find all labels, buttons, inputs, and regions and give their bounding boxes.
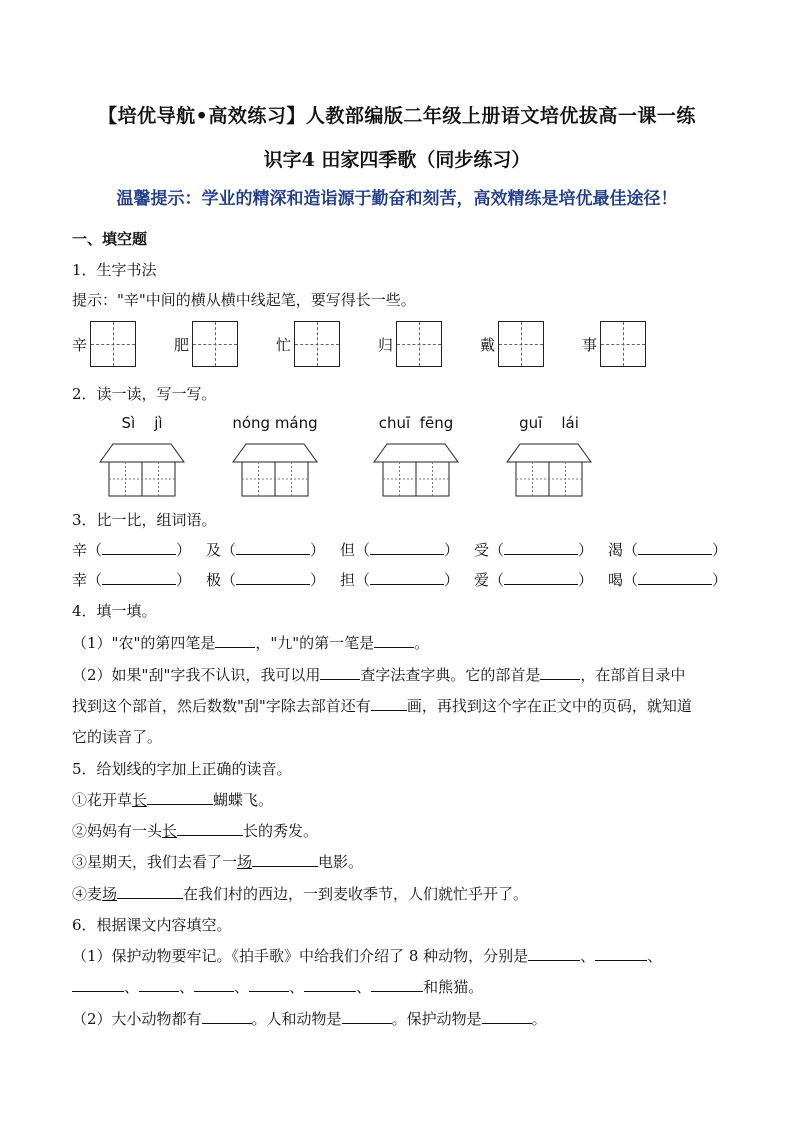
q3-title: 3．比一比，组词语。	[72, 511, 217, 529]
answer-blank[interactable]	[370, 539, 444, 555]
pinyin-house	[99, 414, 185, 498]
word-compare-item: 担（ ）	[340, 571, 460, 589]
answer-blank[interactable]	[117, 883, 183, 899]
word-compare-item: 幸（ ）	[72, 571, 192, 589]
grid-char: 辛	[72, 336, 88, 354]
pinyin-label: guī lái	[519, 414, 579, 432]
q5-item	[72, 789, 273, 810]
answer-blank[interactable]	[177, 820, 243, 836]
underlined-char: 长	[162, 822, 178, 840]
q5-item	[72, 851, 363, 872]
pinyin-house	[506, 414, 592, 498]
q5-text: 长的秀发。	[243, 822, 319, 840]
compare-char: 但	[340, 541, 356, 559]
q6-p1-text: 和熊猫。	[423, 978, 484, 996]
q6-p2-text: 。保护动物是	[391, 1010, 482, 1028]
separator: 、	[289, 978, 305, 996]
answer-blank[interactable]	[638, 539, 712, 555]
q4-p1-text: ，"九"的第一笔是	[255, 634, 375, 652]
answer-blank[interactable]	[528, 945, 580, 961]
q4-p2-text: 画，再找到这个字在正文中的页码，就知道	[406, 697, 692, 715]
answer-blank[interactable]	[595, 945, 647, 961]
q5-text: ③星期天，我们去看了一	[72, 853, 238, 871]
answer-blank[interactable]	[102, 569, 176, 585]
underlined-char: 场	[102, 885, 118, 903]
house-writing-box[interactable]	[373, 442, 459, 498]
compare-char: 担	[340, 571, 356, 589]
compare-char: 极	[206, 571, 222, 589]
tianzige-box[interactable]	[192, 321, 238, 367]
word-compare-item: 受（ ）	[474, 541, 594, 559]
separator: 、	[580, 947, 596, 965]
word-compare-item: 极（ ）	[206, 571, 326, 589]
q5-item	[72, 883, 528, 904]
separator: 、	[356, 978, 372, 996]
word-compare-item: 渴（ ）	[608, 541, 728, 559]
answer-blank[interactable]	[249, 976, 289, 992]
q6-p2-text: 。人和动物是	[251, 1010, 342, 1028]
answer-blank[interactable]	[504, 539, 578, 555]
answer-blank[interactable]	[371, 976, 423, 992]
tianzige-box[interactable]	[294, 321, 340, 367]
grid-char: 归	[378, 336, 394, 354]
pinyin-label: Sì jì	[121, 414, 163, 432]
pinyin-house	[373, 414, 459, 498]
q6-part1	[72, 945, 662, 966]
compare-char: 爱	[474, 571, 490, 589]
q5-text: ②妈妈有一头	[72, 822, 163, 840]
answer-blank[interactable]	[72, 976, 124, 992]
house-writing-box[interactable]	[232, 442, 318, 498]
q5-item	[72, 820, 318, 841]
q5-text: 在我们村的西边，一到麦收季节，人们就忙乎开了。	[183, 885, 529, 903]
q4-part2-line2	[72, 695, 692, 716]
separator: 、	[124, 978, 140, 996]
separator: 、	[647, 947, 663, 965]
answer-blank[interactable]	[638, 569, 712, 585]
compare-char: 及	[206, 541, 222, 559]
answer-blank[interactable]	[482, 1008, 532, 1024]
house-writing-box[interactable]	[506, 442, 592, 498]
answer-blank[interactable]	[540, 664, 580, 680]
q2-title: 2．读一读，写一写。	[72, 385, 217, 403]
answer-blank[interactable]	[147, 789, 213, 805]
underlined-char: 场	[237, 853, 253, 871]
q5-title: 5．给划线的字加上正确的读音。	[72, 760, 292, 778]
answer-blank[interactable]	[102, 539, 176, 555]
grid-char: 忙	[276, 336, 292, 354]
answer-blank[interactable]	[139, 976, 179, 992]
answer-blank[interactable]	[370, 569, 444, 585]
compare-char: 喝	[608, 571, 624, 589]
q5-text: ④麦	[72, 885, 103, 903]
compare-char: 辛	[72, 541, 88, 559]
q6-p2-text: （2）大小动物都有	[72, 1010, 202, 1028]
q4-p2-text: （2）如果"刮"字我不认识，我可以用	[72, 666, 321, 684]
q4-p2-text: 查字法查字典。它的部首是	[360, 666, 541, 684]
section-heading: 一、填空题	[72, 230, 148, 248]
word-compare-item: 喝（ ）	[608, 571, 728, 589]
answer-blank[interactable]	[504, 569, 578, 585]
q6-title: 6．根据课文内容填空。	[72, 916, 232, 934]
answer-blank[interactable]	[374, 632, 414, 648]
q6-p1-text: （1）保护动物要牢记。《拍手歌》中给我们介绍了 8 种动物，分别是	[72, 947, 529, 965]
compare-char: 幸	[72, 571, 88, 589]
q1-title: 1．生字书法	[72, 261, 157, 279]
word-compare-item: 爱（ ）	[474, 571, 594, 589]
q4-p2-text: ，在部首目录中	[580, 666, 686, 684]
q6-part1-line2	[72, 976, 483, 997]
pinyin-house	[232, 414, 318, 498]
tianzige-box[interactable]	[600, 321, 646, 367]
answer-blank[interactable]	[194, 976, 234, 992]
lesson-title: 识字4 田家四季歌（同步练习）	[263, 149, 531, 171]
q6-part2	[72, 1008, 547, 1029]
grid-char: 肥	[174, 336, 190, 354]
q5-text: 蝴蝶飞。	[213, 791, 274, 809]
underlined-char: 长	[132, 791, 148, 809]
tianzige-box[interactable]	[498, 321, 544, 367]
answer-blank[interactable]	[202, 1008, 252, 1024]
compare-char: 渴	[608, 541, 624, 559]
pinyin-label: nóng máng	[232, 414, 318, 432]
q5-text: 电影。	[318, 853, 364, 871]
q4-part2-line3: 它的读音了。	[72, 728, 163, 746]
q5-text: ①花开草	[72, 791, 133, 809]
q4-p1-text: （1）"农"的第四笔是	[72, 634, 216, 652]
q6-p2-text: 。	[531, 1010, 547, 1028]
separator: 、	[179, 978, 195, 996]
grid-char: 事	[582, 336, 598, 354]
word-compare-item: 但（ ）	[340, 541, 460, 559]
separator: 、	[234, 978, 250, 996]
pinyin-label: chuī fēng	[378, 414, 454, 432]
word-compare-item: 及（ ）	[206, 541, 326, 559]
word-compare-item: 辛（ ）	[72, 541, 192, 559]
answer-blank[interactable]	[371, 695, 407, 711]
answer-blank[interactable]	[236, 539, 310, 555]
tip-text: 温馨提示：学业的精深和造诣源于勤奋和刻苦，高效精练是培优最佳途径！	[116, 189, 678, 209]
grid-char: 戴	[480, 336, 496, 354]
house-writing-box[interactable]	[99, 442, 185, 498]
answer-blank[interactable]	[342, 1008, 392, 1024]
compare-char: 受	[474, 541, 490, 559]
q4-title: 4．填一填。	[72, 602, 157, 620]
q1-hint: 提示："辛"中间的横从横中线起笔，要写得长一些。	[72, 291, 416, 309]
answer-blank[interactable]	[252, 851, 318, 867]
document-title: 【培优导航•高效练习】人教部编版二年级上册语文培优拔高一课一练	[98, 105, 696, 127]
q4-part2	[72, 664, 685, 685]
q4-p1-text: 。	[414, 634, 430, 652]
q4-part1	[72, 632, 429, 653]
answer-blank[interactable]	[304, 976, 356, 992]
answer-blank[interactable]	[215, 632, 255, 648]
answer-blank[interactable]	[320, 664, 360, 680]
answer-blank[interactable]	[236, 569, 310, 585]
q4-p2-text: 找到这个部首，然后数数"刮"字除去部首还有	[72, 697, 371, 715]
tianzige-box[interactable]	[396, 321, 442, 367]
tianzige-box[interactable]	[90, 321, 136, 367]
